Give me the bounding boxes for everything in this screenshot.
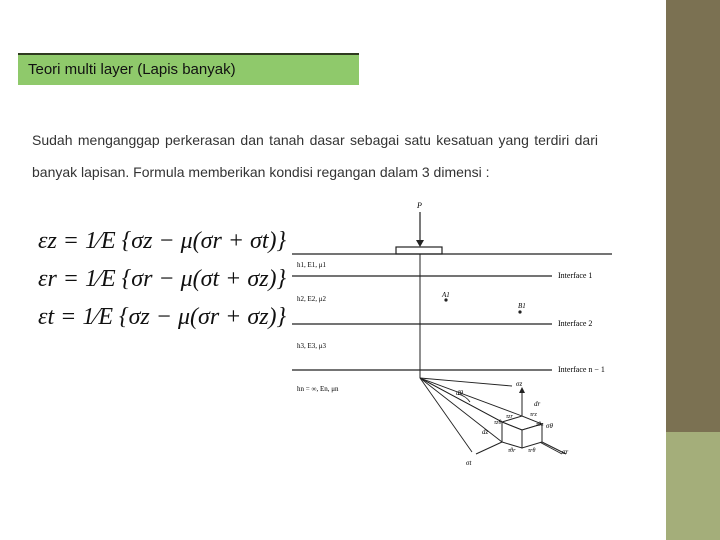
sidebar-bottom-bar: [666, 432, 720, 540]
tau-theta-r-label: τθr: [508, 448, 516, 454]
sigma-z-label: σz: [516, 380, 523, 388]
sigma-t-label: σt: [466, 459, 472, 467]
sigma-t-arrow: [476, 442, 502, 454]
strain-formulas: [38, 228, 287, 348]
sigma-r-label: σr: [562, 448, 569, 456]
interface-2-label: Interface 2: [558, 319, 593, 328]
load-label: P: [417, 201, 422, 210]
sidebar-top-bar: [666, 0, 720, 432]
perspective-line: [420, 378, 522, 416]
layer-1-label: h1, E1, μ1: [297, 261, 327, 269]
load-plate: [396, 247, 442, 254]
perspective-line: [420, 378, 512, 386]
tau-z-theta-label: τzθ: [494, 420, 502, 426]
slide-paragraph: Sudah menganggap perkerasan dan tanah dasar sebagai satu kesatuan yang terdiri dari banyak lapisan. Formula memberikan kondisi regangan dalam 3 dimensi :: [32, 132, 598, 180]
layer-n-label: hn = ∞, En, μn: [297, 385, 339, 393]
interface-n-label: Interface n − 1: [558, 365, 605, 374]
point-b1: [518, 310, 521, 313]
point-a1-label: A1: [442, 291, 450, 299]
formula-epsilon-r: εr = 1⁄E {σr − μ(σt + σz)}: [38, 266, 287, 292]
formula-epsilon-z: εz = 1⁄E {σz − μ(σr + σt)}: [38, 228, 287, 254]
perspective-line: [420, 378, 502, 442]
load-arrowhead: [416, 240, 424, 247]
dr-label: dr: [534, 400, 541, 408]
layer-diagram: [250, 190, 650, 474]
tau-r-theta-label: τrθ: [528, 448, 536, 454]
sigma-theta-label: σθ: [546, 422, 553, 430]
tau-rz-label: τrz: [530, 412, 537, 418]
slide-title: Teori multi layer (Lapis banyak): [28, 61, 236, 78]
slide-title-box: [18, 53, 359, 85]
point-b1-label: B1: [518, 302, 526, 310]
interface-1-label: Interface 1: [558, 271, 593, 280]
layer-3-label: h3, E3, μ3: [297, 342, 327, 350]
layer-2-label: h2, E2, μ2: [297, 295, 327, 303]
d-theta-label: dθ: [456, 389, 463, 397]
dz-label: dz: [482, 428, 489, 436]
tau-zr-label: τzr: [506, 414, 513, 420]
tau-theta-z-label: τθz: [536, 422, 544, 428]
formula-epsilon-t: εt = 1⁄E {σz − μ(σr + σz)}: [38, 304, 287, 330]
perspective-line: [420, 378, 472, 452]
